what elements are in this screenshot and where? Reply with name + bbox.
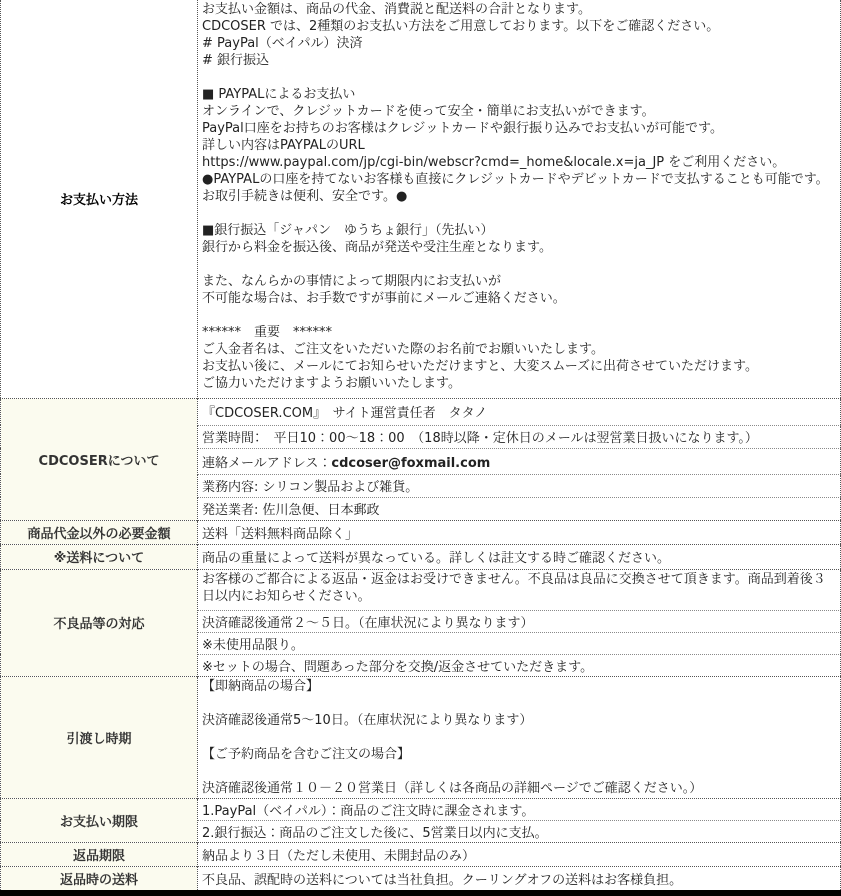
section-defective-items <box>1 569 841 610</box>
text-line: 決済確認後通常5～10日。（在庫状況により異なります） <box>202 712 533 728</box>
text-line <box>202 69 836 86</box>
section-return-period <box>1 842 841 866</box>
section-extra-fees <box>1 520 841 544</box>
section-return-shipping <box>1 866 841 890</box>
row-header-delivery-time: 引渡し時期 <box>1 676 198 798</box>
text-line: また、なんらかの事情によって期限内にお支払いが <box>202 274 502 289</box>
text-line: オンラインで、クレジットカードを使って安全・簡単にお支払いができます。 <box>202 104 655 119</box>
defective-exchange-time: 決済確認後通常２～５日。（在庫状況により異なります） <box>198 610 841 632</box>
section-shipping-note <box>1 544 841 569</box>
text-line: 【ご予約商品を含むご注文の場合】 <box>202 746 411 762</box>
text-line: 銀行から料金を振込後、商品が発送や受注生産となります。 <box>202 240 552 255</box>
defective-policy: お客様のご都合による返品・返金はお受けできません。不良品は良品に交換させて頂きます。商品到着後３日以内にお知らせください。 <box>198 569 841 610</box>
row-header-payment-deadline: お支払い期限 <box>1 798 198 842</box>
text-line <box>202 695 836 712</box>
about-business-description: 業務内容: シリコン製品および雑貨。 <box>198 474 841 497</box>
section-delivery-time <box>1 676 841 798</box>
delivery-time-content <box>198 676 841 798</box>
text-line <box>202 729 836 746</box>
deadline-paypal: 1.PayPal（ベイパル）：商品のご注文時に課金されます。 <box>198 798 841 820</box>
text-line: ●PAYPALの口座を持てないお客様も直接にクレジットカードやデビットカードで支払することも可能です。 <box>202 172 829 187</box>
row-header-about-cdcoser: CDCOSERについて <box>1 398 198 520</box>
bottom-divider-bar <box>0 890 841 896</box>
row-header-shipping-note: ※送料について <box>1 544 198 569</box>
text-line <box>202 256 836 273</box>
extra-fees-content: 送料「送料無料商品除く」 <box>198 520 841 544</box>
text-line <box>202 205 836 222</box>
about-contact-email-row <box>198 448 841 474</box>
text-line: # 銀行振込 <box>202 53 270 68</box>
text-line: 【即納商品の場合】 <box>202 678 320 694</box>
defective-set-policy: ※セットの場合、問題あった部分を交換/返金させていただきます。 <box>198 654 841 676</box>
return-period-content: 納品より３日（ただし未使用、未開封品のみ） <box>198 842 841 866</box>
text-line: お取引手続きは便利、安全です。● <box>202 189 408 204</box>
row-header-extra-fees: 商品代金以外の必要金額 <box>1 520 198 544</box>
text-line: ****** 重要 ****** <box>202 325 333 340</box>
text-line: 決済確認後通常１０－２０営業日（詳しくは各商品の詳細ページでご確認ください。） <box>202 780 703 796</box>
section-payment-deadline <box>1 798 841 820</box>
text-line: CDCOSER では、2種類のお支払い方法をご用意しております。以下をご確認ください。 <box>202 19 720 34</box>
text-line: お支払い後に、メールにてお知らせいただけますと、大変スムーズに出荷させていただけます。 <box>202 359 759 374</box>
text-line <box>202 307 836 324</box>
about-shipping-carriers: 発送業者: 佐川急便、日本郵政 <box>198 497 841 520</box>
text-line: PayPal口座をお持ちのお客様はクレジットカードや銀行振り込みでお支払いが可能です。 <box>202 121 723 136</box>
text-line <box>202 763 836 780</box>
shipping-note-content: 商品の重量によって送料が異なっている。詳しくは註文する時ご確認ください。 <box>198 544 841 569</box>
row-header-return-period: 返品期限 <box>1 842 198 866</box>
about-business-hours: 営業時間： 平日10：00～18：00 （18時以降・定休日のメールは翌営業日扱いになります。） <box>198 425 841 448</box>
contact-email-address: cdcoser@foxmail.com <box>331 455 491 471</box>
section-payment-method <box>1 0 841 398</box>
text-line: https://www.paypal.com/jp/cgi-bin/webscr?cmd=_home&locale.x=ja_JP をご利用ください。 <box>202 155 786 170</box>
row-header-return-shipping: 返品時の送料 <box>1 866 198 890</box>
about-site-operator: 『CDCOSER.COM』 サイト運営責任者 タタノ <box>198 398 841 425</box>
section-about-cdcoser <box>1 398 841 425</box>
text-line: お支払い金額は、商品の代金、消費説と配送料の合計となります。 <box>202 2 591 17</box>
deadline-bank-transfer: 2.銀行振込：商品のご注文した後に、5営業日以内に支払。 <box>198 820 841 842</box>
text-line: # PayPal（ベイパル）決済 <box>202 36 363 51</box>
text-line: ご入金者名は、ご注文をいただいた際のお名前でお願いいたします。 <box>202 342 604 357</box>
return-shipping-content: 不良品、誤配時の送料については当社負担。クーリングオフの送料はお客様負担。 <box>198 866 841 890</box>
text-line: ■ PAYPALによるお支払い <box>202 87 356 102</box>
row-header-defective-items: 不良品等の対応 <box>1 569 198 676</box>
contact-email-label: 連絡メールアドレス： <box>202 455 332 471</box>
payment-method-content <box>198 0 841 398</box>
text-line: 詳しい内容はPAYPALのURL <box>202 138 365 153</box>
defective-unused-only: ※未使用品限り。 <box>198 632 841 654</box>
text-line: ■銀行振込「ジャパン ゆうちょ銀行」（先払い） <box>202 223 494 238</box>
row-header-payment-method: お支払い方法 <box>1 0 198 398</box>
text-line: 不可能な場合は、お手数ですが事前にメールご連絡ください。 <box>202 291 566 306</box>
text-line: ご協力いただけますようお願いいたします。 <box>202 376 461 391</box>
